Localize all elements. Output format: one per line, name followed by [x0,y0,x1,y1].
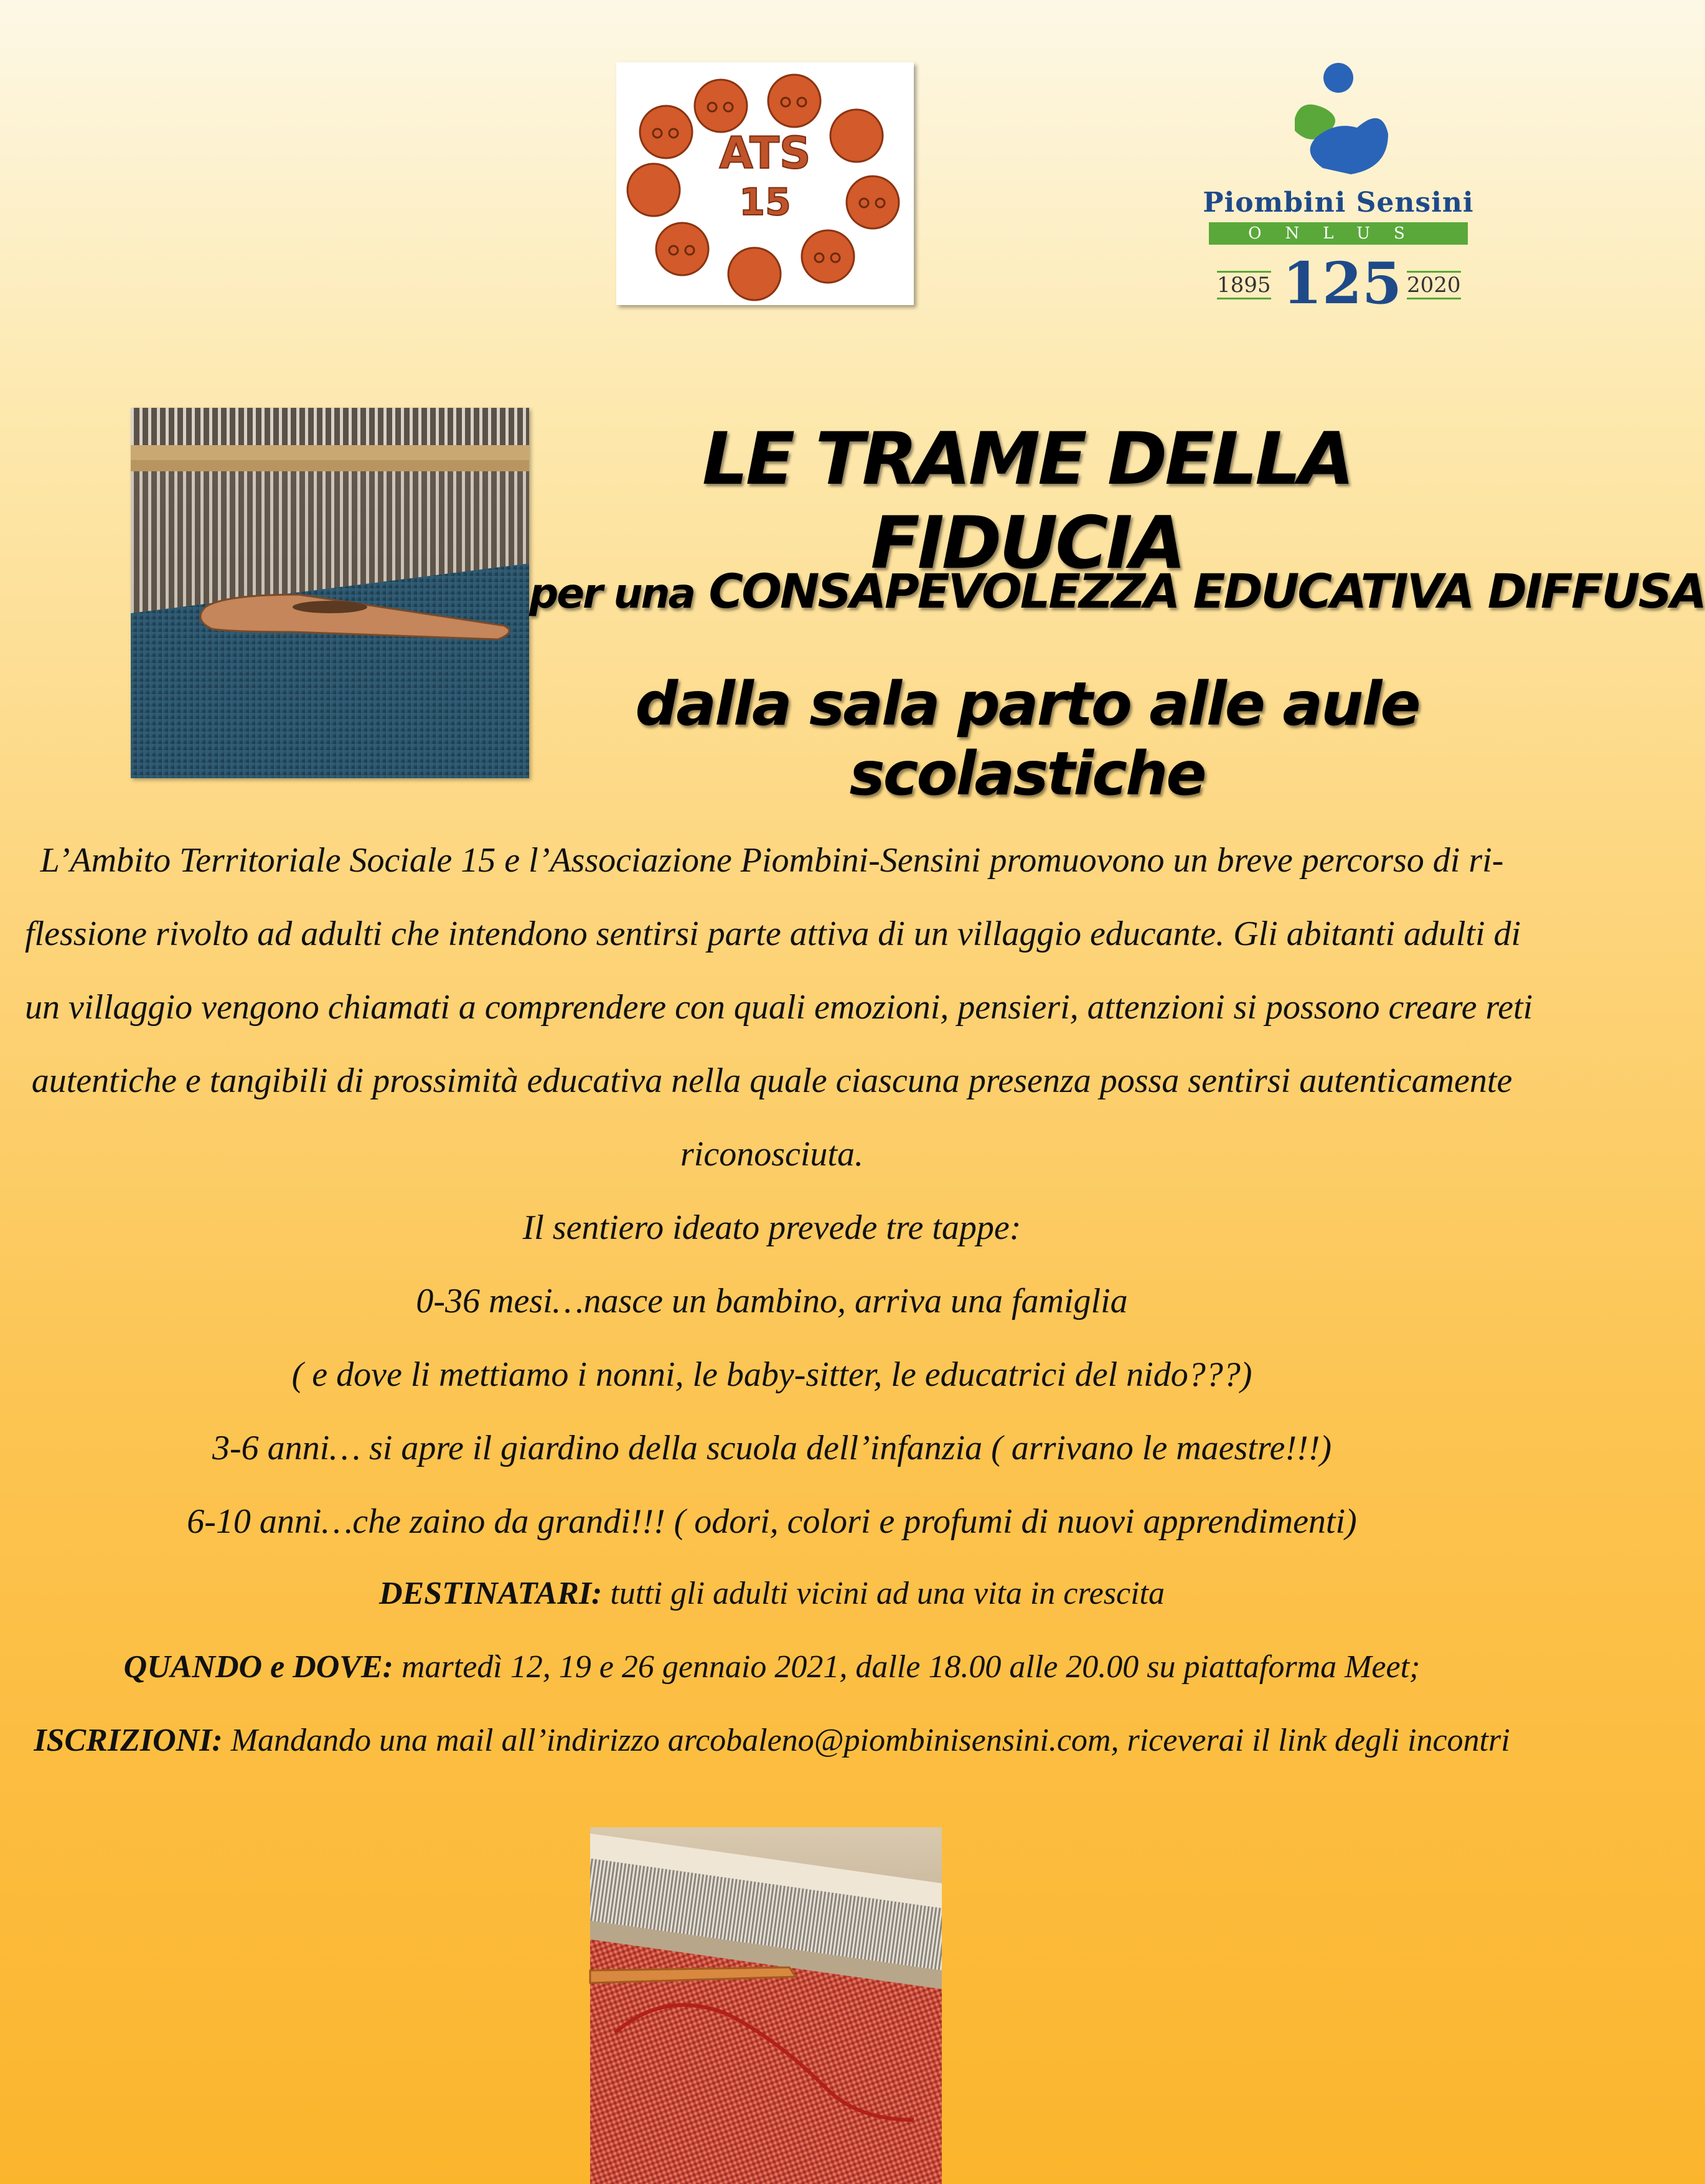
intro-line-1: L’Ambito Territoriale Sociale 15 e l’Associazione Piombini-Sensini promuovono un breve percorso di ri- [40,841,1504,880]
path-intro: Il sentiero ideato prevede tre tappe: [522,1208,1022,1247]
when-where [25,1649,1519,1685]
subtitle-prefix: per una [529,570,695,618]
target-text: tutti gli adulti vicini ad una vita in crescita [602,1576,1165,1611]
ats-logo-graphic [616,62,914,305]
when-label: QUANDO e DOVE: [123,1649,393,1685]
signup-label: ISCRIZIONI: [34,1723,223,1758]
subtitle-main: CONSAPEVOLEZZA EDUCATIVA DIFFUSA [708,563,1705,619]
ats-logo-text: ATS [719,128,811,179]
stage-1: 0-36 mesi…nasce un bambino, arriva una famiglia [416,1282,1128,1320]
stage-3: 6-10 anni…che zaino da grandi!!! ( odori, colori e profumi di nuovi apprendimenti) [187,1502,1357,1541]
signup-info [25,1722,1519,1759]
when-text: martedì 12, 19 e 26 gennaio 2021, dalle 18.00 alle 20.00 su piattaforma Meet; [393,1649,1421,1685]
year-end: 2020 [1407,271,1461,299]
piombini-sensini-logo [1201,59,1475,321]
stage-1-note: ( e dove li mettiamo i nonni, le baby-sitter, le educatrici del nido???) [291,1355,1252,1394]
loom-photo-top [131,408,529,778]
ats-logo-number: 15 [739,181,791,224]
intro-line-5: riconosciuta. [680,1135,863,1174]
onlus-label: ONLUS [1209,222,1468,245]
anniversary-number: 125 [1282,250,1402,317]
intro-line-2: flessione rivolto ad adulti che intendono sentirsi parte attiva di un villaggio educante. Gli abitanti adulti di [25,915,1521,953]
target-audience [25,1575,1519,1612]
signup-text: Mandando una mail all’indirizzo arcobaleno@piombinisensini.com, riceverai il link degli incontri [222,1723,1510,1758]
intro-line-3: un villaggio vengono chiamati a comprendere con quali emozioni, pensieri, attenzioni si possono creare reti [25,988,1533,1027]
target-label: DESTINATARI: [379,1576,603,1611]
piombini-sensini-name: Piombini Sensini [1203,187,1474,219]
event-subtitle [529,563,1705,619]
year-start: 1895 [1217,271,1271,299]
anniversary-badge [1201,252,1475,321]
ats-15-logo [616,62,914,305]
loom-photo-bottom [590,1827,942,2184]
event-tagline: dalla sala parto alle aule scolastiche [635,669,1419,809]
intro-line-4: autentiche e tangibili di prossimità educativa nella quale ciascuna presenza possa sentirsi autenticamente [31,1061,1513,1100]
event-title: LE TRAME DELLA FIDUCIA [702,417,1352,585]
stage-2: 3-6 anni… si apre il giardino della scuola dell’infanzia ( arrivano le maestre!!!) [212,1429,1332,1467]
